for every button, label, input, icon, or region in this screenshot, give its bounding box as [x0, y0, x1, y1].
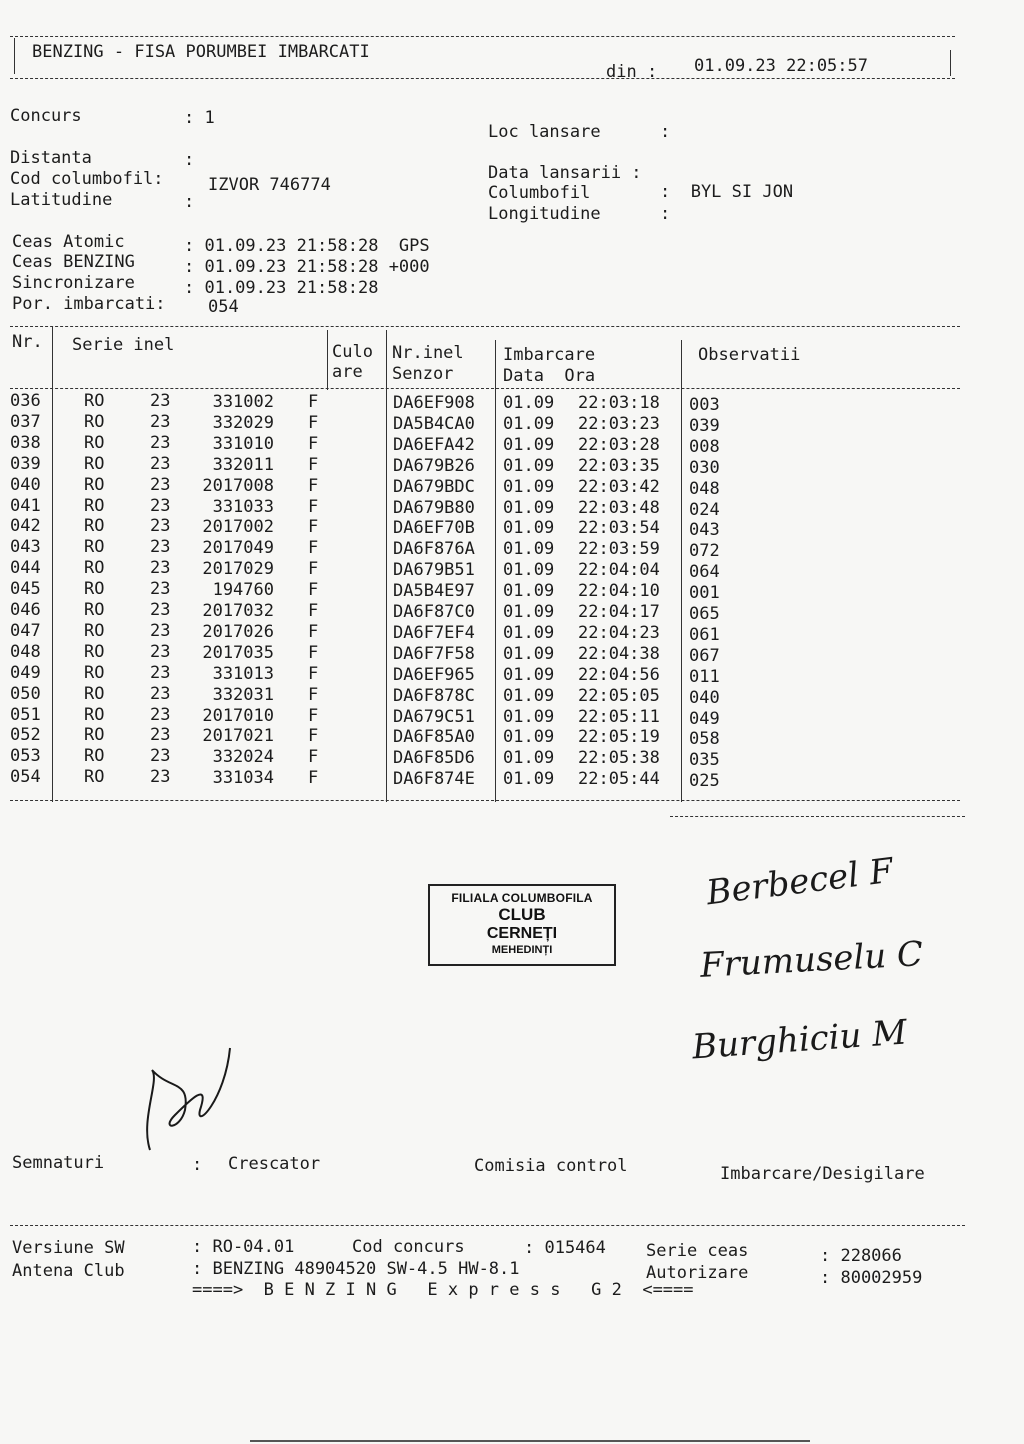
row-sensor: DA679B26: [393, 455, 475, 476]
row-year: 23: [150, 432, 171, 453]
autorizare-value: : 80002959: [820, 1268, 923, 1288]
comisia-control-label: Comisia control: [474, 1156, 628, 1176]
col-imbarcare-header-1: Imbarcare: [503, 345, 596, 365]
row-observatii: 003: [689, 395, 720, 415]
loc-lansare-value: :: [660, 122, 671, 142]
row-sex: F: [308, 496, 319, 517]
row-country: RO: [84, 704, 105, 725]
imbarcare-desigilare-label: Imbarcare/Desigilare: [720, 1164, 925, 1184]
table-row: [0, 495, 960, 520]
row-time: 22:03:59: [578, 539, 660, 560]
row-observatii: 064: [689, 562, 720, 583]
row-ring-number: 2017021: [202, 726, 274, 747]
row-sex: F: [308, 768, 319, 789]
columbofil-label: Columbofil: [488, 183, 591, 203]
table-row: [0, 432, 960, 457]
row-date: 01.09: [503, 664, 555, 685]
row-time: 22:04:17: [578, 602, 660, 622]
row-nr: 049: [10, 662, 41, 683]
row-ring-number: 2017008: [202, 475, 274, 496]
stamp-line-4: MEHEDINȚI: [491, 944, 553, 956]
row-date: 01.09: [503, 643, 555, 664]
row-nr: 036: [10, 391, 41, 411]
row-country: RO: [84, 558, 105, 579]
row-date: 01.09: [503, 476, 555, 497]
header-bottom-rule: [10, 78, 955, 79]
row-nr: 039: [10, 453, 41, 474]
row-nr: 052: [10, 725, 41, 746]
row-ring-number: 2017002: [202, 517, 274, 538]
row-nr: 045: [10, 579, 41, 600]
row-sensor: DA6EF965: [393, 664, 475, 685]
loc-lansare-label: Loc lansare: [488, 122, 601, 142]
row-country: RO: [84, 453, 105, 474]
row-nr: 038: [10, 432, 41, 453]
table-row: [0, 683, 960, 708]
row-ring-number: 331002: [212, 392, 274, 412]
row-date: 01.09: [503, 706, 555, 727]
cod-concurs-value: : 015464: [524, 1238, 606, 1258]
row-time: 22:05:11: [578, 706, 660, 727]
row-ring-number: 2017032: [202, 601, 274, 621]
row-nr: 053: [10, 746, 41, 767]
row-sex: F: [308, 517, 319, 538]
row-sex: F: [308, 580, 319, 601]
row-year: 23: [150, 620, 171, 641]
sincronizare-value: : 01.09.23 21:58:28: [184, 278, 379, 298]
row-sensor: DA6F7EF4: [393, 622, 475, 643]
row-sensor: DA6EFA42: [393, 434, 475, 455]
row-observatii: 072: [689, 541, 720, 562]
stamp-line-3: CERNEȚI: [486, 925, 558, 942]
row-observatii: 049: [689, 708, 720, 729]
row-year: 23: [150, 600, 171, 620]
club-stamp: [428, 884, 616, 966]
row-country: RO: [84, 432, 105, 453]
table-row: [0, 662, 960, 687]
row-date: 01.09: [503, 434, 555, 455]
por-imbarcati-label: Por. imbarcati:: [12, 294, 166, 314]
row-observatii: 061: [689, 624, 720, 645]
row-year: 23: [150, 704, 171, 725]
row-sensor: DA6EF908: [393, 393, 475, 413]
table-row: [0, 537, 960, 562]
row-year: 23: [150, 453, 171, 474]
row-nr: 051: [10, 704, 41, 725]
row-year: 23: [150, 558, 171, 579]
row-time: 22:04:10: [578, 581, 660, 602]
antena-value: : BENZING 48904520 SW-4.5 HW-8.1: [192, 1259, 520, 1279]
table-row: [0, 411, 960, 436]
row-ring-number: 2017049: [202, 538, 274, 559]
ceas-benzing-label: Ceas BENZING: [12, 252, 135, 272]
row-observatii: 024: [689, 499, 720, 520]
row-sex: F: [308, 726, 319, 747]
row-time: 22:03:35: [578, 455, 660, 476]
row-year: 23: [150, 474, 171, 495]
table-header-rule: [10, 388, 960, 389]
row-ring-number: 332029: [212, 412, 274, 433]
row-date: 01.09: [503, 581, 555, 602]
row-time: 22:04:38: [578, 643, 660, 664]
latitudine-value: :: [184, 192, 195, 212]
din-label: din :: [606, 62, 658, 82]
row-sensor: DA6F876A: [393, 539, 475, 560]
row-observatii: 043: [689, 520, 720, 541]
row-nr: 044: [10, 558, 41, 579]
row-sensor: DA6F85D6: [393, 748, 475, 769]
row-nr: 054: [10, 767, 41, 788]
row-year: 23: [150, 537, 171, 558]
din-value: 01.09.23 22:05:57: [694, 56, 868, 76]
row-date: 01.09: [503, 748, 555, 769]
row-observatii: 035: [689, 750, 720, 771]
row-date: 01.09: [503, 685, 555, 706]
cod-columbofil-value: IZVOR 746774: [208, 175, 331, 195]
sincronizare-label: Sincronizare: [12, 273, 135, 293]
row-ring-number: 2017026: [202, 621, 274, 642]
cod-columbofil-label: Cod columbofil:: [10, 169, 164, 189]
latitudine-label: Latitudine: [10, 190, 113, 210]
row-country: RO: [84, 474, 105, 495]
row-country: RO: [84, 662, 105, 683]
row-ring-number: 2017029: [202, 559, 274, 580]
row-time: 22:05:19: [578, 727, 660, 748]
row-nr: 037: [10, 411, 41, 432]
row-sensor: DA5B4E97: [393, 581, 475, 602]
distanta-value: :: [184, 150, 195, 170]
row-year: 23: [150, 641, 171, 662]
row-country: RO: [84, 537, 105, 558]
col-culo-header-1: Culo: [332, 342, 373, 362]
row-nr: 043: [10, 537, 41, 558]
concurs-label: Concurs: [10, 106, 82, 126]
concurs-value: : 1: [184, 108, 215, 128]
table-row: [0, 516, 960, 541]
row-country: RO: [84, 746, 105, 767]
header-left-rule: [14, 38, 15, 74]
row-ring-number: 331033: [212, 496, 274, 517]
row-sensor: DA6F85A0: [393, 727, 475, 748]
row-year: 23: [150, 767, 171, 788]
row-country: RO: [84, 641, 105, 662]
row-observatii: 001: [689, 583, 720, 604]
row-ring-number: 331010: [212, 433, 274, 454]
row-ring-number: 332031: [212, 684, 274, 705]
row-observatii: 048: [689, 478, 720, 499]
row-country: RO: [84, 495, 105, 516]
table-row: [0, 474, 960, 499]
row-ring-number: 332011: [212, 454, 274, 475]
col-nrinel-header-1: Nr.inel: [392, 343, 464, 363]
row-sex: F: [308, 475, 319, 496]
col-imbarcare-header-2: Data Ora: [503, 366, 596, 386]
row-country: RO: [84, 725, 105, 746]
row-sensor: DA679B51: [393, 560, 475, 581]
row-date: 01.09: [503, 413, 555, 434]
row-year: 23: [150, 411, 171, 432]
signature-burghiciu: Burghiciu M: [690, 1012, 909, 1068]
row-sex: F: [308, 601, 319, 621]
row-ring-number: 332024: [212, 747, 274, 768]
row-time: 22:03:42: [578, 476, 660, 497]
row-ring-number: 331013: [212, 663, 274, 684]
row-time: 22:03:48: [578, 497, 660, 518]
table-row: [0, 453, 960, 478]
crescator-label: Crescator: [228, 1154, 321, 1174]
row-nr: 040: [10, 474, 41, 495]
ceas-benzing-value: : 01.09.23 21:58:28 +000: [184, 257, 430, 277]
header-top-rule: [10, 36, 955, 37]
table-top-rule: [10, 326, 960, 327]
header-right-rule: [950, 50, 951, 76]
table-row: [0, 641, 960, 666]
row-observatii: 025: [689, 771, 720, 792]
row-sensor: DA6EF70B: [393, 518, 475, 539]
row-ring-number: 2017010: [202, 705, 274, 726]
row-time: 22:03:23: [578, 413, 660, 434]
row-date: 01.09: [503, 518, 555, 539]
row-date: 01.09: [503, 622, 555, 643]
row-year: 23: [150, 516, 171, 537]
row-date: 01.09: [503, 539, 555, 560]
row-country: RO: [84, 411, 105, 432]
row-observatii: 008: [689, 436, 720, 457]
row-sensor: DA6F874E: [393, 769, 475, 790]
signature-frumuselu: Frumuselu C: [699, 934, 924, 986]
table-row: [0, 391, 960, 415]
table-row: [0, 767, 960, 792]
row-country: RO: [84, 600, 105, 620]
row-year: 23: [150, 725, 171, 746]
stamp-line-1: FILIALA COLUMBOFILA: [451, 891, 593, 905]
row-date: 01.09: [503, 769, 555, 790]
row-sex: F: [308, 705, 319, 726]
row-time: 22:05:44: [578, 769, 660, 790]
row-ring-number: 2017035: [202, 642, 274, 663]
serie-ceas-value: : 228066: [820, 1246, 902, 1266]
table-vrule-culo: [327, 330, 328, 390]
row-country: RO: [84, 683, 105, 704]
row-sex: F: [308, 412, 319, 433]
row-observatii: 039: [689, 415, 720, 436]
row-country: RO: [84, 767, 105, 788]
row-date: 01.09: [503, 602, 555, 622]
longitudine-value: :: [660, 204, 671, 224]
row-year: 23: [150, 662, 171, 683]
row-sex: F: [308, 559, 319, 580]
table-bottom-rule-right: [670, 816, 965, 817]
row-sensor: DA6F878C: [393, 685, 475, 706]
row-nr: 042: [10, 516, 41, 537]
row-nr: 041: [10, 495, 41, 516]
row-ring-number: 194760: [212, 580, 274, 601]
row-year: 23: [150, 683, 171, 704]
row-sex: F: [308, 684, 319, 705]
row-sex: F: [308, 747, 319, 768]
row-sex: F: [308, 621, 319, 642]
col-serie-header: Serie inel: [72, 335, 175, 355]
row-sex: F: [308, 663, 319, 684]
cod-concurs-label: Cod concurs: [352, 1237, 465, 1257]
row-country: RO: [84, 391, 105, 411]
row-sensor: DA679B80: [393, 497, 475, 518]
row-nr: 050: [10, 683, 41, 704]
row-sensor: DA5B4CA0: [393, 413, 475, 434]
longitudine-label: Longitudine: [488, 204, 601, 224]
antena-label: Antena Club: [12, 1261, 125, 1281]
row-sensor: DA679BDC: [393, 476, 475, 497]
row-time: 22:03:54: [578, 518, 660, 539]
row-time: 22:04:04: [578, 560, 660, 581]
page-fold-line: [250, 1440, 810, 1442]
row-date: 01.09: [503, 727, 555, 748]
row-nr: 047: [10, 620, 41, 641]
crescator-signature-scribble: [130, 1040, 250, 1160]
distanta-label: Distanta: [10, 148, 92, 168]
row-year: 23: [150, 391, 171, 411]
table-row: [0, 558, 960, 583]
row-sex: F: [308, 433, 319, 454]
row-observatii: 065: [689, 604, 720, 624]
row-observatii: 030: [689, 457, 720, 478]
stamp-line-2: CLUB: [498, 905, 546, 924]
row-time: 22:05:38: [578, 748, 660, 769]
serie-ceas-label: Serie ceas: [646, 1241, 749, 1261]
row-time: 22:04:23: [578, 622, 660, 643]
autorizare-label: Autorizare: [646, 1263, 749, 1283]
row-time: 22:03:28: [578, 434, 660, 455]
row-observatii: 067: [689, 645, 720, 666]
row-sex: F: [308, 454, 319, 475]
table-row: [0, 579, 960, 604]
row-date: 01.09: [503, 560, 555, 581]
benzing-express-banner: ====> B E N Z I N G E x p r e s s G 2 <====: [192, 1280, 694, 1300]
row-time: 22:03:18: [578, 393, 660, 413]
row-nr: 046: [10, 600, 41, 620]
row-date: 01.09: [503, 393, 555, 413]
col-nr-header: Nr.: [12, 332, 43, 352]
semnaturi-label: Semnaturi: [12, 1153, 105, 1173]
ceas-atomic-value: : 01.09.23 21:58:28 GPS: [184, 236, 430, 256]
semnaturi-colon: :: [192, 1155, 203, 1175]
table-row: [0, 600, 960, 624]
row-country: RO: [84, 516, 105, 537]
por-imbarcati-value: 054: [208, 297, 239, 317]
data-lansarii-label: Data lansarii :: [488, 163, 642, 183]
document-title: BENZING - FISA PORUMBEI IMBARCATI: [32, 42, 370, 62]
row-year: 23: [150, 579, 171, 600]
row-year: 23: [150, 746, 171, 767]
footer-top-rule: [10, 1225, 965, 1226]
row-time: 22:04:56: [578, 664, 660, 685]
row-sensor: DA6F7F58: [393, 643, 475, 664]
col-observatii-header: Observatii: [698, 345, 801, 365]
row-date: 01.09: [503, 497, 555, 518]
table-bottom-rule: [10, 800, 960, 801]
row-sex: F: [308, 392, 319, 412]
col-culo-header-2: are: [332, 362, 363, 382]
row-observatii: 040: [689, 687, 720, 708]
table-row: [0, 746, 960, 771]
row-year: 23: [150, 495, 171, 516]
row-sensor: DA6F87C0: [393, 602, 475, 622]
row-sex: F: [308, 642, 319, 663]
row-nr: 048: [10, 641, 41, 662]
versiune-label: Versiune SW: [12, 1238, 125, 1258]
row-sex: F: [308, 538, 319, 559]
row-observatii: 011: [689, 666, 720, 687]
row-ring-number: 331034: [212, 768, 274, 789]
table-row: [0, 725, 960, 750]
columbofil-value: : BYL SI JON: [660, 182, 794, 202]
row-country: RO: [84, 579, 105, 600]
versiune-value: : RO-04.01: [192, 1237, 295, 1257]
ceas-atomic-label: Ceas Atomic: [12, 232, 125, 252]
col-nrinel-header-2: Senzor: [392, 364, 454, 384]
row-time: 22:05:05: [578, 685, 660, 706]
row-observatii: 058: [689, 729, 720, 750]
table-row: [0, 620, 960, 645]
row-country: RO: [84, 620, 105, 641]
row-date: 01.09: [503, 455, 555, 476]
row-sensor: DA679C51: [393, 706, 475, 727]
table-row: [0, 704, 960, 729]
signature-berbecel: Berbecel F: [704, 850, 896, 914]
